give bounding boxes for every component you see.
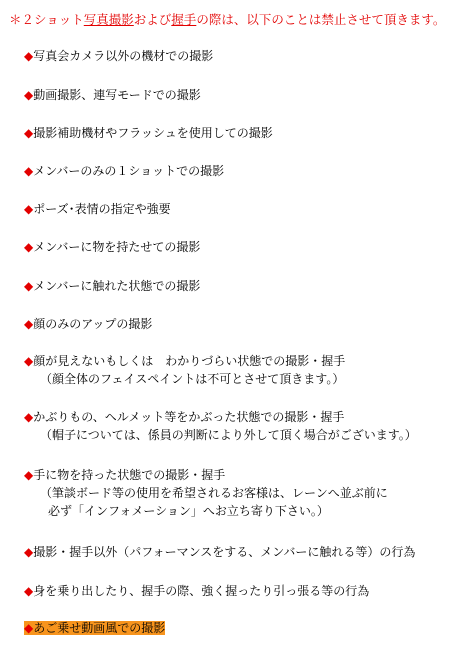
item-text: メンバーに物を持たせての撮影 [33, 240, 201, 254]
prohibited-item [24, 582, 369, 600]
bullet-diamond-icon: ◆ [24, 240, 34, 254]
item-text: メンバーに触れた状態での撮影 [33, 279, 201, 293]
item-text: 顔が見えないもしくは わかりづらい状態での撮影・握手 [33, 354, 346, 368]
prohibited-item [24, 86, 201, 104]
item-text: 撮影・握手以外（パフォーマンスをする、メンバーに触れる等）の行為 [33, 545, 416, 559]
item-note: （筆談ボード等の使用を希望されるお客様は、レーンへ並ぶ前に [40, 486, 388, 500]
bullet-diamond-icon: ◆ [24, 279, 34, 293]
bullet-diamond-icon: ◆ [24, 468, 34, 482]
prohibited-item [24, 277, 200, 295]
bullet-diamond-icon: ◆ [24, 88, 34, 102]
bullet-diamond-icon: ◆ [24, 202, 34, 216]
prohibited-item [24, 238, 200, 256]
bullet-diamond-icon: ◆ [24, 317, 34, 331]
bullet-diamond-icon: ◆ [24, 410, 34, 424]
header-photo-shoot: 写真撮影 [83, 12, 134, 27]
prohibited-item [24, 124, 273, 142]
prohibited-item [24, 315, 152, 333]
prohibited-item [24, 543, 415, 561]
prohibited-item [24, 162, 224, 180]
item-text: ポーズ･表情の指定や強要 [33, 202, 171, 216]
bullet-diamond-icon: ◆ [24, 164, 34, 178]
prohibited-item-highlighted [24, 619, 165, 637]
item-text: あご乗せ動画風での撮影 [33, 621, 166, 635]
item-text: 撮影補助機材やフラッシュを使用しての撮影 [33, 126, 273, 140]
bullet-diamond-icon: ◆ [24, 621, 34, 635]
prohibited-item [24, 408, 417, 444]
header-rest: の際は、以下のことは禁止させて頂きます。 [196, 12, 446, 27]
prohibited-item [24, 47, 213, 65]
item-text: 手に物を持った状態での撮影・握手 [33, 468, 226, 482]
item-note: （帽子については、係員の判断により外して頂く場合がございます。） [40, 428, 417, 442]
item-text: 写真会カメラ以外の機材での撮影 [33, 49, 214, 63]
bullet-diamond-icon: ◆ [24, 584, 34, 598]
prohibited-item [24, 352, 345, 388]
notice-header [9, 10, 474, 28]
header-and: および [133, 12, 172, 27]
prohibited-item [24, 466, 388, 520]
bullet-diamond-icon: ◆ [24, 126, 34, 140]
item-note: （顔全体のフェイスペイントは不可とさせて頂きます。） [40, 372, 345, 386]
bullet-diamond-icon: ◆ [24, 49, 34, 63]
bullet-diamond-icon: ◆ [24, 354, 34, 368]
prohibited-item [24, 200, 171, 218]
item-text: メンバーのみの１ショットでの撮影 [33, 164, 225, 178]
item-text: 顔のみのアップの撮影 [33, 317, 153, 331]
header-prefix: ＊２ショット [9, 12, 84, 27]
bullet-diamond-icon: ◆ [24, 545, 34, 559]
item-text: 動画撮影、連写モードでの撮影 [33, 88, 201, 102]
item-text: かぶりもの、ヘルメット等をかぶった状態での撮影・握手 [33, 410, 345, 424]
header-handshake: 握手 [171, 12, 197, 27]
item-note: 必ず「インフォメーション」へお立ち寄り下さい。） [48, 504, 329, 518]
item-text: 身を乗り出したり、握手の際、強く握ったり引っ張る等の行為 [33, 584, 370, 598]
